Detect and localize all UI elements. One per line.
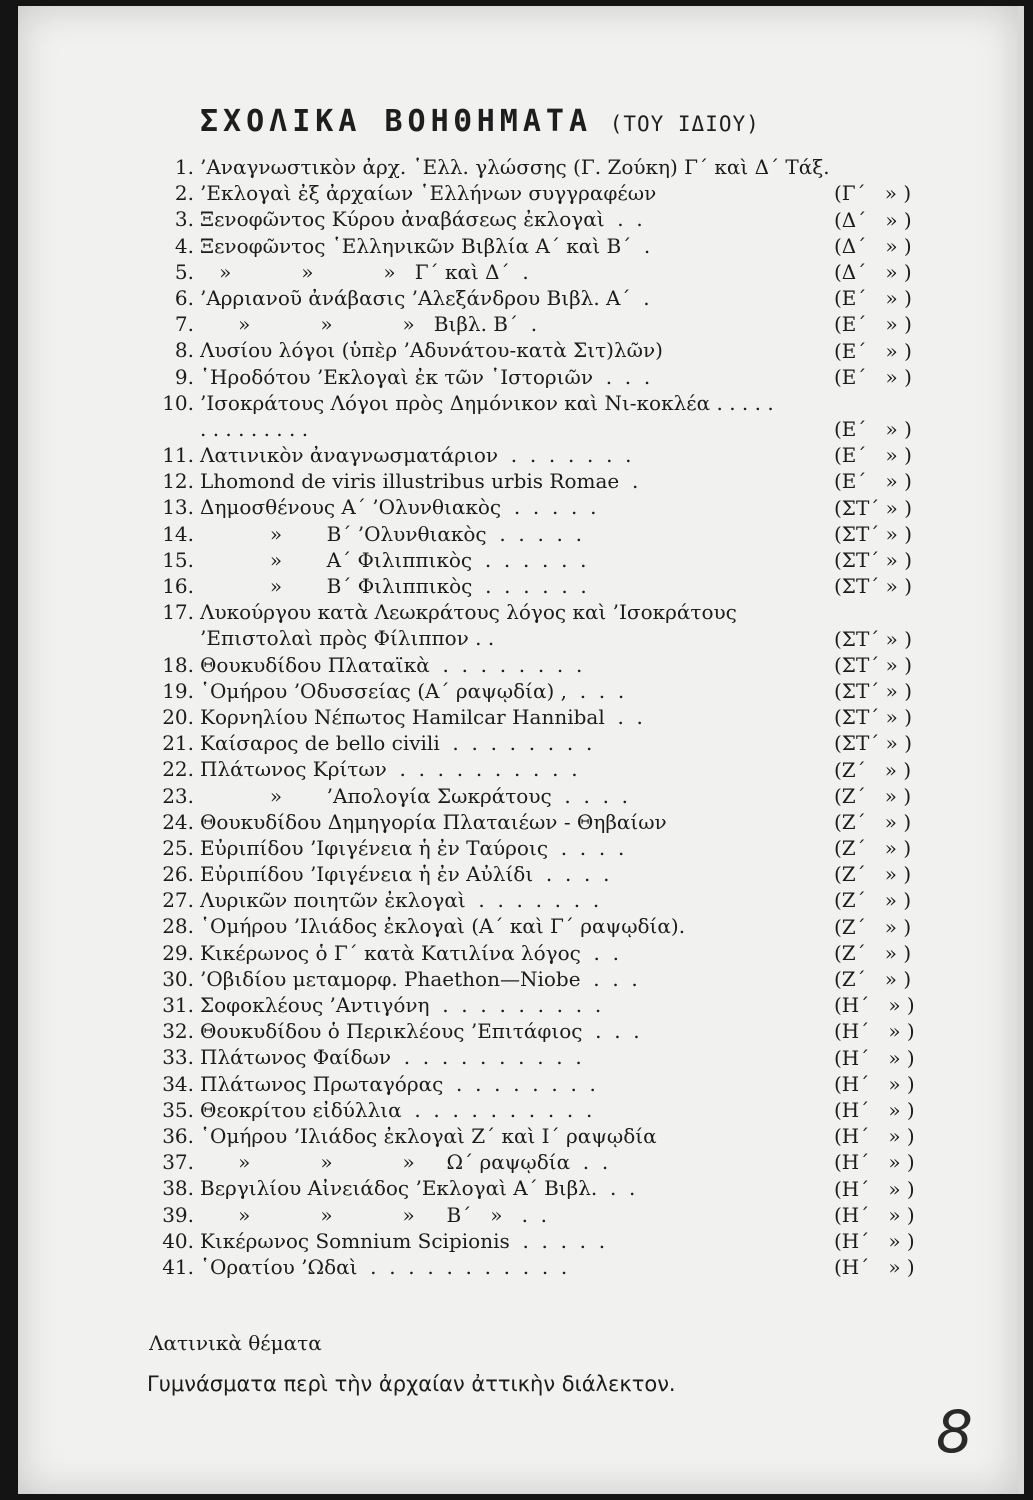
item-number: 32. <box>162 1019 194 1044</box>
item-number: 1. <box>174 155 194 179</box>
item-title: » » » Γ΄ καὶ Δ΄ . <box>200 259 529 284</box>
list-item <box>18 861 1018 887</box>
item-number: 41. <box>162 1254 194 1279</box>
item-class: (Η΄ » ) <box>834 1019 915 1044</box>
item-number: 7. <box>174 312 194 337</box>
list-item <box>18 494 1018 520</box>
item-title: Θουκυδίδου ὁ Περικλέους ’Επιτάφιος . . . <box>200 1019 640 1044</box>
item-class: (Δ΄ » ) <box>834 259 912 284</box>
item-class: (ΣΤ΄ » ) <box>834 548 913 573</box>
list-item <box>18 1202 1018 1228</box>
item-class: (Η΄ » ) <box>834 1255 915 1280</box>
item-class: (Η΄ » ) <box>834 993 915 1018</box>
list-item <box>18 966 1018 992</box>
item-number: 11. <box>162 443 194 468</box>
item-title: ’Εκλογαὶ ἐξ ἀρχαίων ῾Ελλήνων συγγραφέων <box>200 181 657 206</box>
document-page <box>18 6 1024 1494</box>
item-class: (Η΄ » ) <box>834 1097 915 1122</box>
list-item <box>18 1071 1018 1097</box>
list-item <box>18 180 1018 206</box>
item-number: 24. <box>162 809 194 834</box>
book-list <box>18 154 1018 1280</box>
list-item <box>18 1228 1018 1254</box>
title-main: ΣΧΟΛΙΚΑ ΒΟΗΘΗΜΑΤΑ <box>200 104 593 139</box>
item-title: Εὐριπίδου ’Ιφιγένεια ἡ ἐν Αὐλίδι . . . . <box>200 862 610 887</box>
list-item <box>18 1149 1018 1175</box>
item-number: 10. <box>162 390 194 415</box>
item-class: (Ε΄ » ) <box>834 364 912 389</box>
item-class: (Η΄ » ) <box>834 1228 915 1253</box>
item-class: (Ζ΄ » ) <box>834 888 912 913</box>
list-item <box>18 1123 1018 1149</box>
item-class: (Ε΄ » ) <box>834 443 912 468</box>
item-title: Λατινικὸν ἀναγνωσματάριον . . . . . . . <box>200 443 632 468</box>
list-item <box>18 1254 1018 1280</box>
item-title: Κορνηλίου Νέπωτος Hamilcar Hannibal . . <box>200 704 643 729</box>
item-title: ῾Ορατίου ’Ωδαὶ . . . . . . . . . . . <box>200 1254 568 1279</box>
item-class: (ΣΤ΄ » ) <box>834 652 913 677</box>
list-item <box>18 783 1018 809</box>
list-item <box>18 756 1018 782</box>
item-number: 36. <box>162 1123 194 1148</box>
list-item <box>18 1097 1018 1123</box>
list-item <box>18 599 1018 651</box>
item-class: (Η΄ » ) <box>834 1202 915 1227</box>
list-item <box>18 809 1018 835</box>
list-item <box>18 992 1018 1018</box>
list-item <box>18 311 1018 337</box>
item-title: » ’Απολογία Σωκράτους . . . . <box>200 783 628 808</box>
item-number: 3. <box>174 207 194 232</box>
item-class: (Ζ΄ » ) <box>834 757 912 782</box>
handwritten-page-number: 8 <box>936 1398 973 1466</box>
item-title: Σοφοκλέους ’Αντιγόνη . . . . . . . . . <box>200 993 602 1018</box>
item-title: Πλάτωνος Κρίτων . . . . . . . . . . <box>200 757 578 782</box>
item-number: 9. <box>174 364 194 389</box>
item-number: 12. <box>162 469 194 494</box>
item-class: (Η΄ » ) <box>834 1124 915 1149</box>
item-title: Κικέρωνος Somnium Scipionis . . . . . <box>200 1228 606 1253</box>
item-number: 25. <box>162 835 194 860</box>
list-item <box>18 704 1018 730</box>
item-number: 31. <box>162 993 194 1018</box>
item-class: (ΣΤ΄ » ) <box>834 705 913 730</box>
item-class: (Ζ΄ » ) <box>834 914 912 939</box>
list-item <box>18 835 1018 861</box>
item-class: (Δ΄ » ) <box>834 233 912 258</box>
item-title: ’Αρριανοῦ ἀνάβασις ’Αλεξάνδρου Βιβλ. Α΄ . <box>200 285 650 310</box>
item-number: 8. <box>174 338 194 363</box>
item-title: » » » Ω΄ ραψῳδία . . <box>200 1150 609 1175</box>
item-number: 34. <box>162 1071 194 1096</box>
item-number: 14. <box>162 521 194 546</box>
item-title: ’Οβιδίου μεταμορφ. Phaethon—Niobe . . . <box>200 966 638 991</box>
item-number: 37. <box>162 1150 194 1175</box>
item-number: 15. <box>162 547 194 572</box>
item-title: Κικέρωνος ὁ Γ΄ κατὰ Κατιλίνα λόγος . . <box>200 940 619 965</box>
item-number: 22. <box>162 757 194 782</box>
title-sub: (ΤΟΥ ΙΔΙΟΥ) <box>609 112 760 136</box>
item-title: ῾Ηροδότου ’Εκλογαὶ ἐκ τῶν ῾Ιστοριῶν . . . <box>200 364 651 389</box>
item-title: Θουκυδίδου Δημηγορία Πλαταιέων - Θηβαίων <box>200 809 667 834</box>
item-title: Ξενοφῶντος ῾Ελληνικῶν Βιβλία Α΄ καὶ Β΄ . <box>200 233 651 258</box>
item-class: (Γ΄ » ) <box>834 181 912 206</box>
item-number: 18. <box>162 652 194 677</box>
list-item <box>18 442 1018 468</box>
list-item <box>18 1018 1018 1044</box>
list-item <box>18 730 1018 756</box>
item-number: 16. <box>162 574 194 599</box>
item-title: » » » Βιβλ. Β΄ . <box>200 312 538 337</box>
item-class: (Η΄ » ) <box>834 1150 915 1175</box>
item-class: (Η΄ » ) <box>834 1071 915 1096</box>
item-number: 30. <box>162 966 194 991</box>
item-class: (ΣΤ΄ » ) <box>834 731 913 756</box>
item-number: 29. <box>162 940 194 965</box>
item-number: 6. <box>174 285 194 310</box>
item-number: 21. <box>162 731 194 756</box>
list-item <box>18 154 1018 180</box>
item-number: 17. <box>162 600 194 625</box>
list-item <box>18 678 1018 704</box>
list-item <box>18 233 1018 259</box>
list-item <box>18 940 1018 966</box>
item-class: (Ζ΄ » ) <box>834 862 912 887</box>
page-title <box>200 104 760 139</box>
item-class: (Ε΄ » ) <box>834 469 912 494</box>
item-class: (ΣΤ΄ » ) <box>834 678 913 703</box>
item-title: Πλάτωνος Φαίδων . . . . . . . . . . <box>200 1045 582 1070</box>
item-title: ’Ισοκράτους Λόγοι πρὸς Δημόνικον καὶ Νι-κοκλέα . . . . . . . . . . . . . . <box>200 390 774 441</box>
item-title: Θουκυδίδου Πλαταϊκὰ . . . . . . . . <box>200 652 583 677</box>
list-item <box>18 913 1018 939</box>
item-title: Θεοκρίτου εἰδύλλια . . . . . . . . . . <box>200 1097 593 1122</box>
item-class: (ΣΤ΄ » ) <box>834 495 913 520</box>
item-title: Καίσαρος de bello civili . . . . . . . . <box>200 731 593 756</box>
item-number: 33. <box>162 1045 194 1070</box>
list-item <box>18 547 1018 573</box>
footer-line-2: Γυμνάσματα περὶ τὴν ἀρχαίαν ἀττικὴν διάλεκτον. <box>147 1372 676 1396</box>
item-class: (Ε΄ » ) <box>834 338 912 363</box>
item-number: 19. <box>162 678 194 703</box>
list-item <box>18 1175 1018 1201</box>
item-title: Δημοσθένους Α΄ ’Ολυνθιακὸς . . . . . <box>200 495 597 520</box>
item-number: 39. <box>162 1202 194 1227</box>
item-class: (ΣΤ΄ » ) <box>834 521 913 546</box>
item-class: (Ζ΄ » ) <box>834 967 912 992</box>
item-title: ’Αναγνωστικὸν ἀρχ. ῾Ελλ. γλώσσης (Γ. Ζούκη) Γ΄ καὶ Δ΄ Τάξ. <box>200 155 830 179</box>
list-item <box>18 1044 1018 1070</box>
item-number: 2. <box>174 181 194 206</box>
item-title: Lhomond de viris illustribus urbis Romae . <box>200 469 639 494</box>
item-title: ῾Ομήρου ’Ιλιάδος ἐκλογαὶ (Α΄ καὶ Γ΄ ραψῳδία). <box>200 914 686 939</box>
item-number: 23. <box>162 783 194 808</box>
item-title: Λυσίου λόγοι (ὑπὲρ ’Αδυνάτου-κατὰ Σιτ)λῶν) <box>200 338 663 363</box>
list-item <box>18 390 1018 442</box>
list-item <box>18 364 1018 390</box>
list-item <box>18 652 1018 678</box>
item-title: Εὐριπίδου ’Ιφιγένεια ἡ ἐν Ταύροις . . . . <box>200 835 625 860</box>
item-class: (Ζ΄ » ) <box>834 836 912 861</box>
list-item <box>18 337 1018 363</box>
item-title: Βεργιλίου Αἰνειάδος ’Εκλογαὶ Α΄ Βιβλ. . . <box>200 1176 636 1201</box>
item-class: (Ε΄ » ) <box>834 312 912 337</box>
item-number: 5. <box>174 259 194 284</box>
item-title: Πλάτωνος Πρωταγόρας . . . . . . . . <box>200 1071 596 1096</box>
item-class: (Η΄ » ) <box>834 1176 915 1201</box>
item-title: Λυρικῶν ποιητῶν ἐκλογαὶ . . . . . . . <box>200 888 600 913</box>
item-number: 13. <box>162 495 194 520</box>
item-title: » Β΄ Φιλιππικὸς . . . . . . <box>200 574 587 599</box>
footer-line-1: Λατινικὰ θέματα <box>149 1331 322 1355</box>
list-item <box>18 468 1018 494</box>
item-number: 35. <box>162 1097 194 1122</box>
item-class: (Η΄ » ) <box>834 1045 915 1070</box>
item-number: 27. <box>162 888 194 913</box>
list-item <box>18 887 1018 913</box>
item-title: ῾Ομήρου ’Οδυσσείας (Α΄ ραψῳδία) , . . . <box>200 678 625 703</box>
item-title: Λυκούργου κατὰ Λεωκράτους λόγος καὶ ’Ισοκράτους ’Επιστολαὶ πρὸς Φίλιππον . . <box>200 600 737 651</box>
item-number: 38. <box>162 1176 194 1201</box>
item-number: 26. <box>162 862 194 887</box>
item-class: (Ζ΄ » ) <box>834 940 912 965</box>
list-item <box>18 285 1018 311</box>
item-number: 20. <box>162 704 194 729</box>
item-number: 4. <box>174 233 194 258</box>
item-title: » Β΄ ’Ολυνθιακὸς . . . . . <box>200 521 582 546</box>
item-class: (Ε΄ » ) <box>834 417 912 442</box>
item-class: (Ζ΄ » ) <box>834 809 912 834</box>
item-class: (Ζ΄ » ) <box>834 783 912 808</box>
item-title: Ξενοφῶντος Κύρου ἀναβάσεως ἐκλογαὶ . . <box>200 207 643 232</box>
item-class: (ΣΤ΄ » ) <box>834 574 913 599</box>
item-class: (ΣΤ΄ » ) <box>834 626 913 651</box>
list-item <box>18 206 1018 232</box>
item-number: 40. <box>162 1228 194 1253</box>
list-item <box>18 259 1018 285</box>
item-title: » » » Β΄ » . . <box>200 1202 548 1227</box>
list-item <box>18 573 1018 599</box>
item-number: 28. <box>162 914 194 939</box>
item-class: (Ε΄ » ) <box>834 286 912 311</box>
list-item <box>18 521 1018 547</box>
item-title: ῾Ομήρου ’Ιλιάδος ἐκλογαὶ Ζ΄ καὶ Ι΄ ραψῳδία <box>200 1123 657 1148</box>
item-class: (Δ΄ » ) <box>834 207 912 232</box>
item-title: » Α΄ Φιλιππικὸς . . . . . . <box>200 547 587 572</box>
